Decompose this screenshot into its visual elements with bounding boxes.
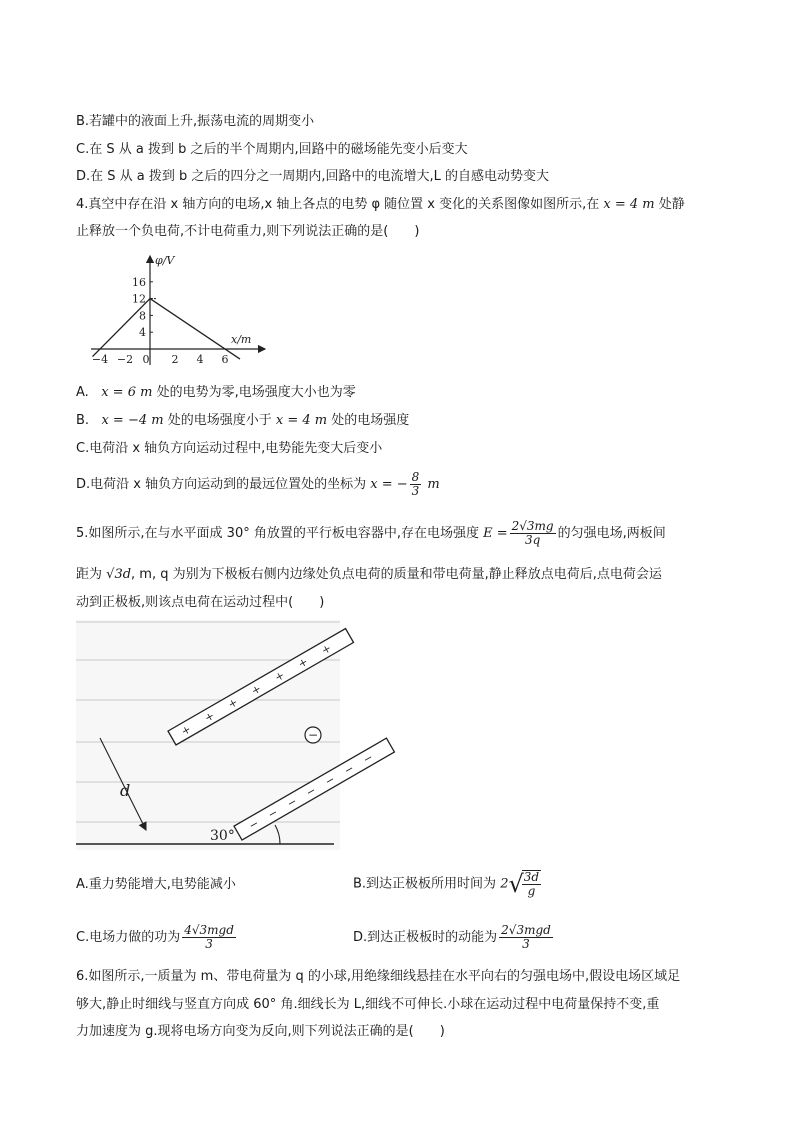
q4-stem-position: x = 4 m <box>603 197 655 212</box>
q5-field-den: 3q <box>524 533 541 547</box>
q5-stem-e: E = <box>483 526 508 541</box>
plus-sign: + <box>225 695 241 712</box>
x-tick-label: 0 <box>142 353 150 366</box>
q5-stem2-text-a: 距为 <box>76 567 103 582</box>
series-segment <box>150 299 240 359</box>
q4-stem-text-c: 处静 <box>658 197 685 212</box>
angle-label: 30° <box>210 828 235 844</box>
q4-stem-line2: 止释放一个负电荷,不计电荷重力,则下列说法正确的是( ) <box>76 224 420 239</box>
q5-stem-text-b: 的匀强电场,两板间 <box>557 526 666 541</box>
q5-option-b-fraction <box>522 870 541 898</box>
positive-plate <box>168 629 354 745</box>
minus-sign: − <box>303 783 319 800</box>
q6-line1: 6.如图所示,一质量为 m、带电荷量为 q 的小球,用绝缘细线悬挂在水平向右的匀强电场中,假设电场区域足 <box>76 969 681 984</box>
x-tick-label: −4 <box>91 353 109 366</box>
q5-option-b-num: 3d <box>523 870 540 884</box>
potential-graph <box>85 250 275 375</box>
q5-option-a: A.重力势能增大,电势能减小 <box>76 877 236 892</box>
x-tick-label: −2 <box>116 353 134 366</box>
y-tick-label: 12 <box>132 292 146 306</box>
x-tick-label: 4 <box>196 353 204 366</box>
q5-option-b-text: B.到达正极板所用时间为 <box>353 876 497 892</box>
q5-stem2-expr: √3d <box>106 567 132 582</box>
q4-option-d-text: D.电荷沿 x 轴负方向运动到的最远位置处的坐标为 <box>76 477 367 492</box>
minus-sign: − <box>265 805 281 822</box>
plus-sign: + <box>178 722 194 739</box>
q5-option-c-num: 4√3mgd <box>184 923 234 937</box>
q5-option-d-num: 2√3mgd <box>501 923 551 937</box>
q4-option-d <box>76 470 440 500</box>
negative-plate <box>234 738 394 840</box>
q5-field-fraction <box>510 520 556 547</box>
negative-charge-sign: − <box>307 728 319 742</box>
q3-option-c: C.在 S 从 a 拨到 b 之后的半个周期内,回路中的磁场能先变小后变大 <box>76 142 468 157</box>
q4-option-b-expr2: x = 4 m <box>275 413 328 428</box>
q5-stem-line2 <box>76 566 662 584</box>
q3-option-d: D.在 S 从 a 拨到 b 之后的四分之一周期内,回路中的电流增大,L 的自感电动势变大 <box>76 169 550 184</box>
q5-stem2-text-b: , m, q 为别为下极板右侧内边缘处负点电荷的质量和带电荷量,静止释放点电荷后,点电荷会运 <box>131 567 662 582</box>
q4-option-b-label: B. <box>76 413 90 428</box>
plus-sign: + <box>272 668 287 685</box>
series-lines <box>93 299 241 359</box>
q4-option-d-fraction <box>410 471 422 498</box>
q5-option-d-den: 3 <box>522 937 530 951</box>
q4-option-b-text2: 处的电场强度 <box>331 413 410 428</box>
q4-stem-text-a: 4.真空中存在沿 x 轴方向的电场,x 轴上各点的电势 φ 随位置 x 变化的关系图像如图所示,在 <box>76 197 600 212</box>
sqrt-sign: √ <box>508 870 524 898</box>
q5-stem-line1 <box>76 518 666 550</box>
q5-option-c-fraction <box>182 924 236 951</box>
q4-option-a-text: 处的电势为零,电场强度大小也为零 <box>156 385 356 400</box>
q5-option-c <box>76 922 238 954</box>
q6-line2: 够大,静止时细线与竖直方向成 60° 角.细线长为 L,细线不可伸长.小球在运动过程中电荷量保持不变,重 <box>76 997 660 1012</box>
q4-option-b <box>76 412 409 430</box>
q3-option-b: B.若罐中的液面上升,振荡电流的周期变小 <box>76 114 315 129</box>
y-tick-label: 4 <box>139 326 146 340</box>
q4-option-d-den: 3 <box>411 484 420 498</box>
q5-stem-line3: 动到正极板,则该点电荷在运动过程中( ) <box>76 595 325 610</box>
q5-option-c-den: 3 <box>205 937 213 951</box>
x-tick-labels <box>92 353 229 366</box>
plus-sign: + <box>319 641 334 658</box>
x-tick-label: 6 <box>221 353 229 366</box>
q4-option-c: C.电荷沿 x 轴负方向运动过程中,电势能先变大后变小 <box>76 441 383 456</box>
x-tick-label: 2 <box>171 353 179 366</box>
x-axis-label: x/m <box>231 333 252 346</box>
minus-sign: − <box>246 816 262 833</box>
q5-field-num: 2√3mg <box>511 519 554 533</box>
separation-label: d <box>120 781 131 800</box>
y-tick-label: 8 <box>139 309 146 323</box>
q5-option-b-den: g <box>527 884 536 898</box>
y-tick-label: 16 <box>132 275 146 289</box>
minus-sign: − <box>284 794 300 811</box>
q4-option-d-expr: x = − <box>370 477 408 492</box>
plus-sign: + <box>295 654 311 671</box>
angle-arc <box>275 825 280 844</box>
plus-sign: + <box>202 708 217 725</box>
q4-option-a <box>76 384 356 402</box>
q5-stem-text-a: 5.如图所示,在与水平面成 30° 角放置的平行板电容器中,存在电场强度 <box>76 526 479 541</box>
q4-option-a-expr: x = 6 m <box>101 385 153 400</box>
q4-option-b-expr1: x = −4 m <box>101 413 164 428</box>
q4-option-d-num: 8 <box>411 470 420 484</box>
minus-sign: − <box>341 761 357 778</box>
y-axis-label: φ/V <box>155 254 175 267</box>
q5-option-d-text: D.到达正极板时的动能为 <box>353 930 498 945</box>
q5-option-c-text: C.电场力做的功为 <box>76 930 181 945</box>
minus-sign: − <box>322 772 338 789</box>
q5-option-d <box>353 922 555 954</box>
q4-stem-line1 <box>76 196 685 214</box>
q6-line3: 力加速度为 g.现将电场方向变为反向,则下列说法正确的是( ) <box>76 1024 445 1039</box>
q4-option-b-text1: 处的电场强度小于 <box>167 413 272 428</box>
plus-sign: + <box>249 681 264 698</box>
q5-option-d-fraction <box>499 924 553 951</box>
q5-option-b <box>353 866 543 903</box>
q4-option-a-label: A. <box>76 385 89 400</box>
q5-option-b-coef: 2 <box>500 876 509 892</box>
capacitor-figure <box>76 620 376 850</box>
q4-option-d-unit: m <box>427 477 440 492</box>
minus-sign: − <box>360 750 376 767</box>
